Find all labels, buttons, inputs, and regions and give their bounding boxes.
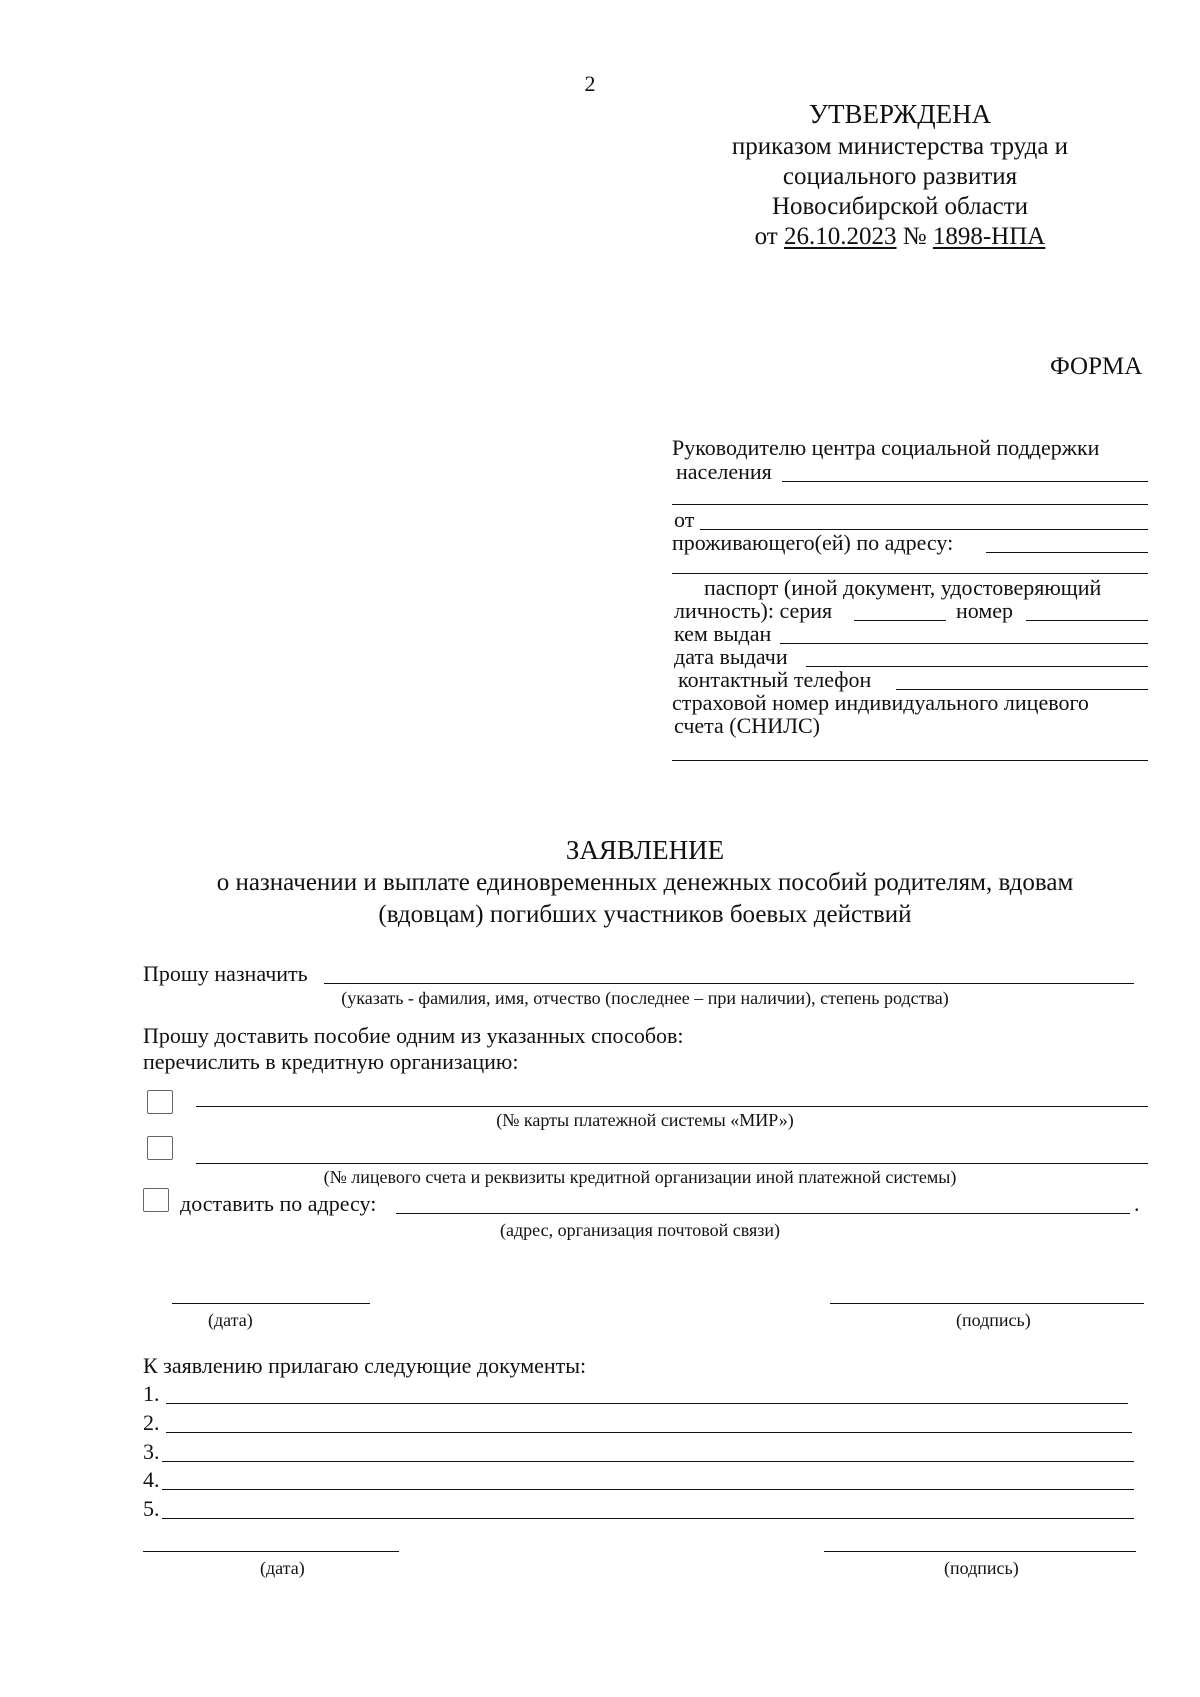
attachment-item-3-field[interactable] [162, 1461, 1134, 1462]
approval-line-2: социального развития [782, 163, 1018, 190]
sign1-date-hint: (дата) [208, 1310, 253, 1330]
mir-card-field[interactable] [196, 1106, 1148, 1107]
passport-number-label: номер [956, 598, 1014, 623]
sign2-date-field[interactable] [143, 1551, 399, 1552]
attachment-item-5-field[interactable] [162, 1518, 1134, 1519]
approval-block [640, 98, 1160, 252]
sign2-signature-field[interactable] [824, 1551, 1136, 1552]
approval-title: УТВЕРЖДЕНА [808, 99, 992, 129]
issued-by-field[interactable] [780, 643, 1148, 644]
application-subtitle-2: (вдовцам) погибших участников боевых действий [378, 901, 912, 928]
phone-label: контактный телефон [678, 667, 872, 692]
application-subtitle-1: о назначении и выплате единовременных денежных пособий родителям, вдовам [216, 869, 1074, 896]
approval-no-sign: № [902, 223, 927, 250]
approval-date: 26.10.2023 [784, 223, 897, 250]
addressee-population-label: населения [676, 459, 772, 484]
snils-label-1: страховой номер индивидуального лицевого [672, 690, 1089, 715]
issued-by-label: кем выдан [674, 621, 772, 646]
attachments-label: К заявлению прилагаю следующие документы: [143, 1353, 587, 1378]
snils-field[interactable] [672, 760, 1148, 761]
attachment-item-4-field[interactable] [162, 1489, 1134, 1490]
addressee-address-field-2[interactable] [672, 573, 1148, 574]
addressee-identity-label: личность): серия [674, 598, 833, 623]
approval-date-number [640, 222, 1160, 252]
postal-address-field[interactable] [396, 1213, 1130, 1214]
approval-number: 1898-НПА [932, 223, 1046, 250]
sign1-signature-hint: (подпись) [956, 1310, 1031, 1330]
attachment-item-2-number: 2. [143, 1410, 160, 1435]
postal-address-end: . [1134, 1191, 1140, 1216]
option-other-account-checkbox[interactable] [147, 1136, 173, 1160]
option-postal-checkbox[interactable] [143, 1188, 169, 1212]
attachment-item-5-number: 5. [143, 1496, 160, 1521]
attachment-item-4-number: 4. [143, 1467, 160, 1492]
attachment-item-3-number: 3. [143, 1439, 160, 1464]
assign-label: Прошу назначить [143, 961, 308, 986]
form-label: ФОРМА [1050, 353, 1143, 380]
addressee-address-field-1[interactable] [986, 552, 1148, 553]
other-account-hint: (№ лицевого счета и реквизиты кредитной организации иной платежной системы) [323, 1167, 957, 1187]
sign1-date-field[interactable] [172, 1303, 370, 1304]
issue-date-label: дата выдачи [674, 644, 788, 669]
attachment-item-1-number: 1. [143, 1381, 160, 1406]
addressee-passport-label: паспорт (иной документ, удостоверяющий [704, 575, 1102, 600]
approval-line-1: приказом министерства труда и [731, 133, 1069, 160]
addressee-population-field[interactable] [782, 481, 1148, 482]
option-mir-card-checkbox[interactable] [147, 1090, 173, 1114]
transfer-label: перечислить в кредитную организацию: [143, 1049, 519, 1074]
sign2-signature-hint: (подпись) [944, 1558, 1019, 1578]
attachment-item-2-field[interactable] [166, 1432, 1132, 1433]
mir-card-hint: (№ карты платежной системы «МИР») [496, 1110, 794, 1130]
deliver-label: Прошу доставить пособие одним из указанных способов: [143, 1023, 684, 1048]
sign1-signature-field[interactable] [830, 1303, 1144, 1304]
addressee-from-label: от [674, 507, 695, 532]
postal-address-hint: (адрес, организация почтовой связи) [500, 1220, 780, 1240]
approval-line-3: Новосибирской области [771, 193, 1029, 220]
addressee-line-1: Руководителю центра социальной поддержки [672, 435, 1100, 460]
application-title: ЗАЯВЛЕНИЕ [565, 835, 725, 865]
passport-series-field[interactable] [854, 620, 946, 621]
approval-from: от [754, 223, 778, 250]
addressee-name-field[interactable] [672, 504, 1148, 505]
page-number: 2 [584, 71, 596, 96]
sign2-date-hint: (дата) [260, 1558, 305, 1578]
postal-address-label: доставить по адресу: [180, 1191, 377, 1216]
assign-hint: (указать - фамилия, имя, отчество (последнее – при наличии), степень родства) [341, 988, 949, 1008]
snils-label-2: счета (СНИЛС) [674, 713, 820, 738]
attachment-item-1-field[interactable] [166, 1403, 1128, 1404]
passport-number-field[interactable] [1026, 620, 1148, 621]
assign-field[interactable] [324, 983, 1134, 984]
other-account-field[interactable] [196, 1163, 1148, 1164]
addressee-residing-label: проживающего(ей) по адресу: [672, 530, 954, 555]
